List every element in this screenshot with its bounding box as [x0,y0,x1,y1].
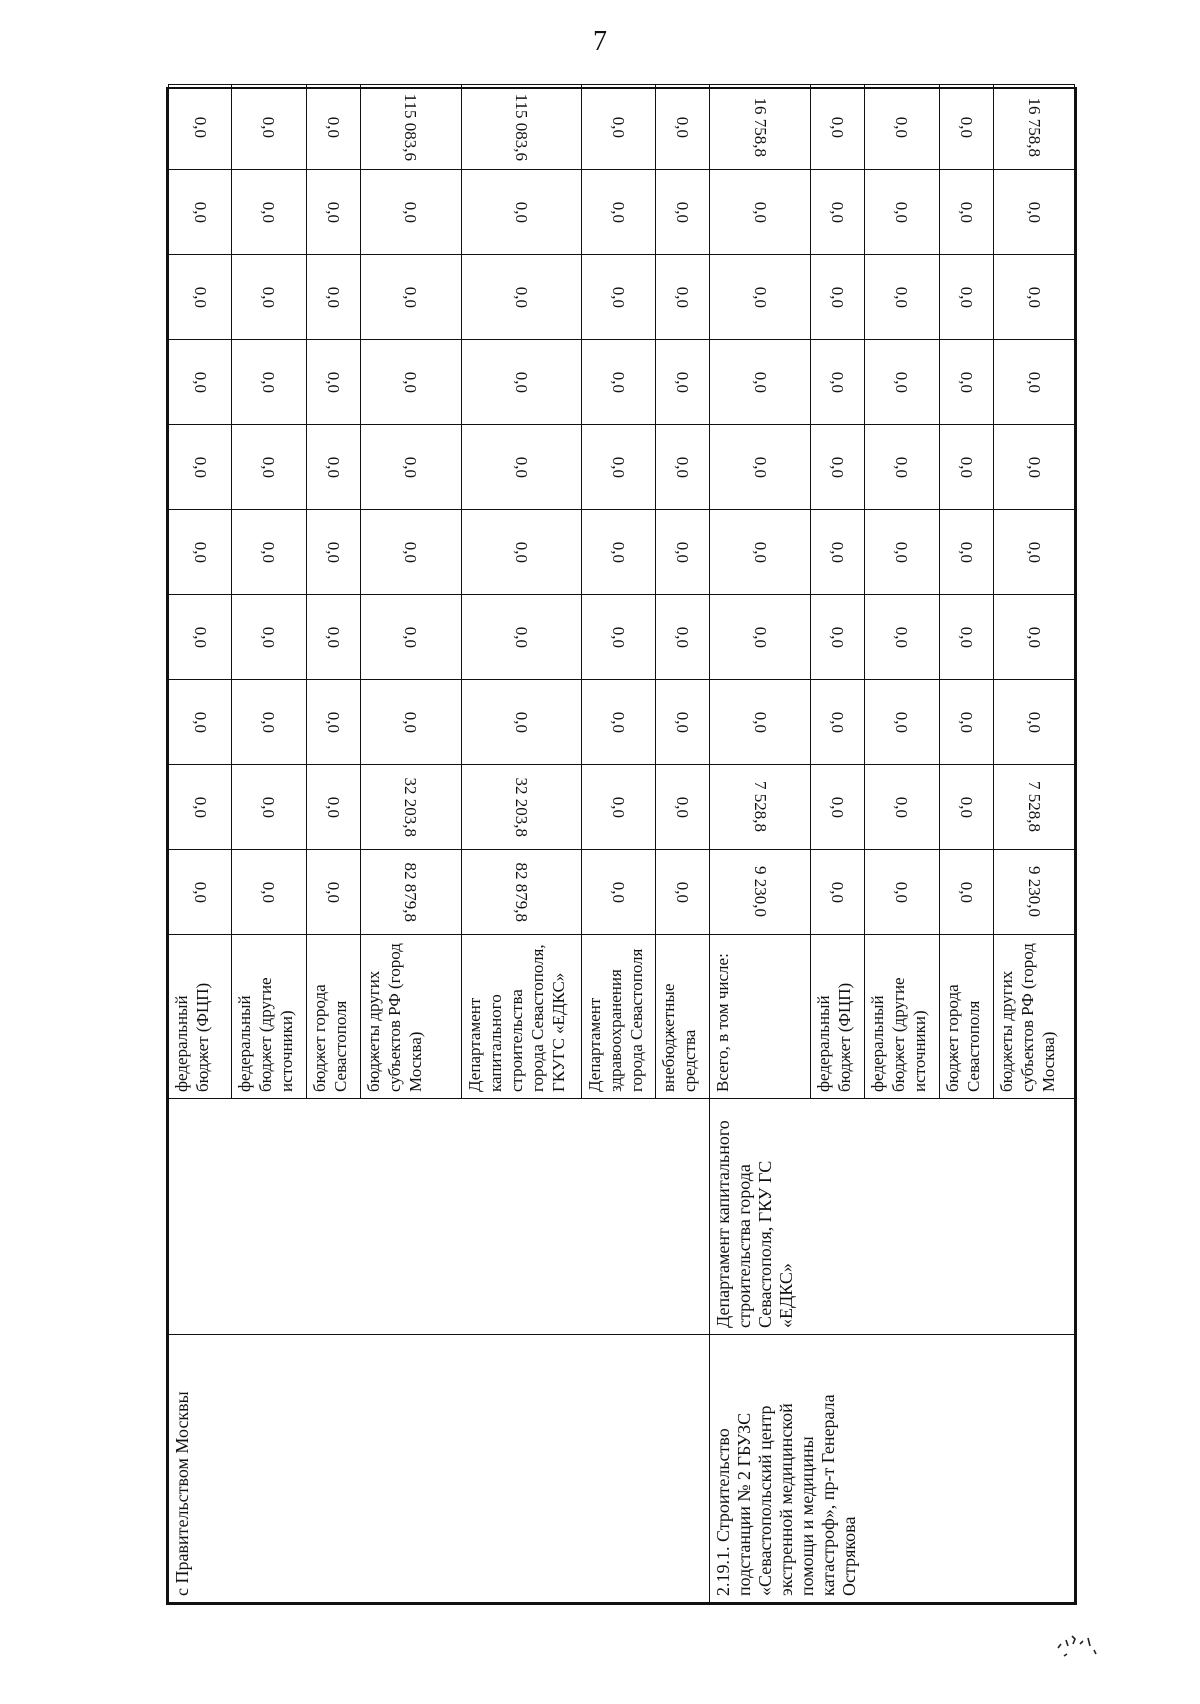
value-cell [581,425,655,510]
value-cell [461,595,581,680]
value-text: 0,0 [190,371,210,393]
executor-cell: Департамент капитального строительства города Севастополя, ГКУ ГС «ЕДКС» [710,1099,1075,1335]
value-cell [939,765,994,850]
value-cell [361,170,461,255]
table-body [169,85,1075,1603]
value-cell [994,255,1075,340]
value-text: 0,0 [401,711,421,733]
value-text: 0,0 [401,286,421,308]
value-cell [169,765,232,850]
funding-source-cell: бюджет города Севастополя [939,935,994,1099]
value-text: 32 203,8 [401,777,421,837]
value-text: 0,0 [673,201,693,223]
measure-title-cell: 2.19.1. Строительство подстанции № 2 ГБУЗС «Севастопольский центр экстренной медицинской помощи и медицины катастроф», пр-т Генерала Острякова [710,1335,1075,1603]
value-text: 0,0 [673,796,693,818]
value-text: 0,0 [190,626,210,648]
value-text: 0,0 [956,201,976,223]
value-text: 0,0 [892,541,912,563]
value-cell [306,595,361,680]
value-text: 0,0 [956,626,976,648]
funding-source-cell: бюджеты других субъектов РФ (город Москва) [994,935,1075,1099]
value-cell [306,85,361,170]
value-text: 115 083,6 [401,93,421,161]
value-text: 0,0 [190,116,210,138]
page-number: 7 [593,26,607,57]
value-text: 0,0 [259,456,279,478]
value-cell [581,595,655,680]
value-text: 0,0 [673,286,693,308]
value-text: 0,0 [511,711,531,733]
funding-source-cell: Всего, в том числе: [710,935,810,1099]
value-cell [865,170,939,255]
value-cell [810,510,865,595]
value-cell [939,595,994,680]
value-text: 0,0 [511,286,531,308]
value-text: 0,0 [401,541,421,563]
value-text: 0,0 [828,796,848,818]
value-cell [306,255,361,340]
value-text: 0,0 [750,711,770,733]
value-text: 0,0 [511,201,531,223]
value-text: 0,0 [956,881,976,903]
value-text: 0,0 [892,286,912,308]
value-cell [865,765,939,850]
value-cell [865,85,939,170]
value-cell [361,765,461,850]
value-cell [810,255,865,340]
value-text: 0,0 [892,371,912,393]
value-text: 0,0 [511,541,531,563]
value-cell [581,340,655,425]
value-text: 0,0 [323,711,343,733]
value-text: 0,0 [892,116,912,138]
value-cell [939,170,994,255]
value-text: 0,0 [828,201,848,223]
value-text: 0,0 [828,116,848,138]
value-cell [810,595,865,680]
value-text: 0,0 [401,371,421,393]
value-cell [655,425,710,510]
value-text: 0,0 [892,456,912,478]
value-cell [232,425,306,510]
value-cell [169,85,232,170]
funding-source-cell: федеральный бюджет (ФЦП) [169,935,232,1099]
value-text: 0,0 [401,201,421,223]
value-cell [994,680,1075,765]
value-cell [710,425,810,510]
value-text: 0,0 [956,286,976,308]
value-cell [461,680,581,765]
value-text: 0,0 [956,116,976,138]
value-text: 0,0 [259,796,279,818]
value-text: 0,0 [750,286,770,308]
value-cell [581,765,655,850]
value-text: 0,0 [259,711,279,733]
value-text: 0,0 [892,881,912,903]
value-cell [655,85,710,170]
value-cell [865,850,939,935]
value-cell [361,850,461,935]
value-cell [169,680,232,765]
measure-title-cell: с Правительством Москвы [169,1335,710,1603]
value-cell [939,680,994,765]
value-cell [581,85,655,170]
value-text: 0,0 [828,286,848,308]
value-cell [994,510,1075,595]
value-cell [710,765,810,850]
value-text: 0,0 [828,881,848,903]
value-text: 0,0 [673,371,693,393]
value-cell [581,170,655,255]
value-text: 0,0 [323,116,343,138]
executor-cell [169,1099,710,1335]
value-text: 0,0 [828,456,848,478]
value-text: 0,0 [673,456,693,478]
value-cell [810,170,865,255]
value-cell [994,595,1075,680]
value-text: 115 083,6 [511,93,531,161]
value-text: 0,0 [323,541,343,563]
value-cell [232,170,306,255]
value-cell [710,255,810,340]
value-text: 9 230,0 [1024,866,1044,918]
value-cell [865,595,939,680]
value-text: 0,0 [1024,456,1044,478]
value-cell [655,170,710,255]
value-cell [710,340,810,425]
value-text: 0,0 [828,541,848,563]
value-cell [994,340,1075,425]
value-cell [710,510,810,595]
value-text: 0,0 [511,456,531,478]
budget-table [166,87,1077,1605]
value-text: 0,0 [190,881,210,903]
value-cell [461,85,581,170]
value-text: 0,0 [259,116,279,138]
value-cell [994,765,1075,850]
funding-source-cell: бюджет города Севастополя [306,935,361,1099]
value-cell [169,850,232,935]
value-cell [461,850,581,935]
value-cell [810,425,865,510]
funding-source-cell: бюджеты других субъектов РФ (город Москва) [361,935,461,1099]
value-cell [810,765,865,850]
value-cell [461,510,581,595]
funding-source-cell: Департамент капитального строительства города Севастополя, ГКУГС «ЕДКС» [461,935,581,1099]
table-row [710,85,810,1603]
value-cell [810,850,865,935]
value-cell [581,255,655,340]
value-text: 0,0 [956,711,976,733]
value-cell [361,510,461,595]
value-cell [169,510,232,595]
rotated-table-area [166,87,1077,1605]
value-text: 0,0 [892,796,912,818]
value-text: 0,0 [1024,371,1044,393]
value-cell [461,340,581,425]
value-text: 0,0 [608,796,628,818]
value-cell [810,85,865,170]
value-text: 0,0 [323,796,343,818]
value-cell [306,170,361,255]
value-cell [865,255,939,340]
value-cell [994,425,1075,510]
value-text: 7 528,8 [750,781,770,833]
value-text: 0,0 [190,711,210,733]
value-cell [306,680,361,765]
value-text: 0,0 [511,626,531,648]
value-text: 0,0 [828,371,848,393]
value-cell [306,340,361,425]
value-text: 0,0 [401,456,421,478]
value-text: 0,0 [608,711,628,733]
value-cell [865,680,939,765]
value-text: 0,0 [673,116,693,138]
value-text: 0,0 [323,201,343,223]
funding-source-cell: Департамент здравоохранения города Севастополя [581,935,655,1099]
value-text: 0,0 [750,456,770,478]
value-text: 16 758,8 [750,97,770,157]
value-cell [994,170,1075,255]
value-cell [655,255,710,340]
value-cell [361,425,461,510]
value-text: 32 203,8 [511,777,531,837]
value-text: 7 528,8 [1024,781,1044,833]
value-cell [461,765,581,850]
handwritten-mark [1050,1626,1110,1666]
value-text: 0,0 [673,711,693,733]
value-text: 0,0 [323,371,343,393]
value-text: 0,0 [750,201,770,223]
value-cell [581,510,655,595]
value-text: 0,0 [750,371,770,393]
value-text: 0,0 [190,541,210,563]
value-cell [169,170,232,255]
value-text: 0,0 [673,541,693,563]
value-cell [710,595,810,680]
value-cell [655,765,710,850]
value-text: 0,0 [1024,201,1044,223]
value-cell [232,340,306,425]
value-cell [939,510,994,595]
value-cell [232,595,306,680]
value-text: 0,0 [673,881,693,903]
value-cell [710,170,810,255]
value-cell [232,255,306,340]
value-text: 16 758,8 [1024,97,1044,157]
value-text: 0,0 [1024,541,1044,563]
value-cell [306,510,361,595]
value-cell [306,425,361,510]
value-cell [994,850,1075,935]
value-text: 0,0 [1024,626,1044,648]
value-cell [169,340,232,425]
value-text: 9 230,0 [750,866,770,918]
value-cell [361,595,461,680]
value-text: 0,0 [956,796,976,818]
value-cell [361,85,461,170]
value-cell [361,680,461,765]
value-cell [461,255,581,340]
value-text: 0,0 [750,541,770,563]
table-row [169,85,232,1603]
value-text: 0,0 [323,626,343,648]
value-cell [169,255,232,340]
value-text: 0,0 [511,371,531,393]
value-cell [939,340,994,425]
value-cell [710,85,810,170]
value-cell [710,850,810,935]
value-cell [655,850,710,935]
value-cell [461,170,581,255]
value-text: 82 879,8 [401,862,421,922]
funding-source-cell: федеральный бюджет (другие источники) [865,935,939,1099]
value-cell [655,680,710,765]
value-cell [939,425,994,510]
value-text: 0,0 [259,371,279,393]
value-text: 0,0 [892,711,912,733]
value-text: 0,0 [892,626,912,648]
value-text: 0,0 [828,711,848,733]
value-text: 0,0 [190,286,210,308]
value-text: 0,0 [892,201,912,223]
value-text: 0,0 [259,201,279,223]
value-cell [232,850,306,935]
value-cell [939,850,994,935]
value-text: 0,0 [608,201,628,223]
value-text: 0,0 [323,456,343,478]
value-text: 82 879,8 [511,862,531,922]
value-text: 0,0 [956,456,976,478]
value-text: 0,0 [190,456,210,478]
value-cell [994,85,1075,170]
value-text: 0,0 [673,626,693,648]
value-cell [710,680,810,765]
value-cell [232,765,306,850]
value-text: 0,0 [608,626,628,648]
value-cell [306,765,361,850]
value-cell [169,595,232,680]
value-cell [865,425,939,510]
value-text: 0,0 [323,881,343,903]
value-cell [939,85,994,170]
value-cell [655,510,710,595]
value-text: 0,0 [956,541,976,563]
value-cell [655,340,710,425]
value-text: 0,0 [259,881,279,903]
value-text: 0,0 [190,201,210,223]
budget-grid [168,84,1075,1603]
value-cell [655,595,710,680]
value-text: 0,0 [401,626,421,648]
value-cell [810,340,865,425]
value-cell [232,85,306,170]
value-text: 0,0 [608,116,628,138]
value-cell [939,255,994,340]
value-cell [865,340,939,425]
value-cell [306,850,361,935]
value-text: 0,0 [608,881,628,903]
value-text: 0,0 [750,626,770,648]
value-text: 0,0 [1024,711,1044,733]
value-text: 0,0 [608,371,628,393]
value-cell [169,425,232,510]
funding-source-cell: федеральный бюджет (другие источники) [232,935,306,1099]
value-text: 0,0 [956,371,976,393]
value-text: 0,0 [608,541,628,563]
value-cell [581,850,655,935]
value-text: 0,0 [608,456,628,478]
value-cell [361,255,461,340]
funding-source-cell: внебюджетные средства [655,935,710,1099]
value-text: 0,0 [259,626,279,648]
value-text: 0,0 [608,286,628,308]
value-text: 0,0 [190,796,210,818]
value-cell [232,680,306,765]
value-cell [461,425,581,510]
value-text: 0,0 [1024,286,1044,308]
value-text: 0,0 [259,286,279,308]
value-cell [232,510,306,595]
value-cell [810,680,865,765]
value-text: 0,0 [828,626,848,648]
value-text: 0,0 [323,286,343,308]
value-cell [361,340,461,425]
funding-source-cell: федеральный бюджет (ФЦП) [810,935,865,1099]
value-cell [581,680,655,765]
value-cell [865,510,939,595]
value-text: 0,0 [259,541,279,563]
